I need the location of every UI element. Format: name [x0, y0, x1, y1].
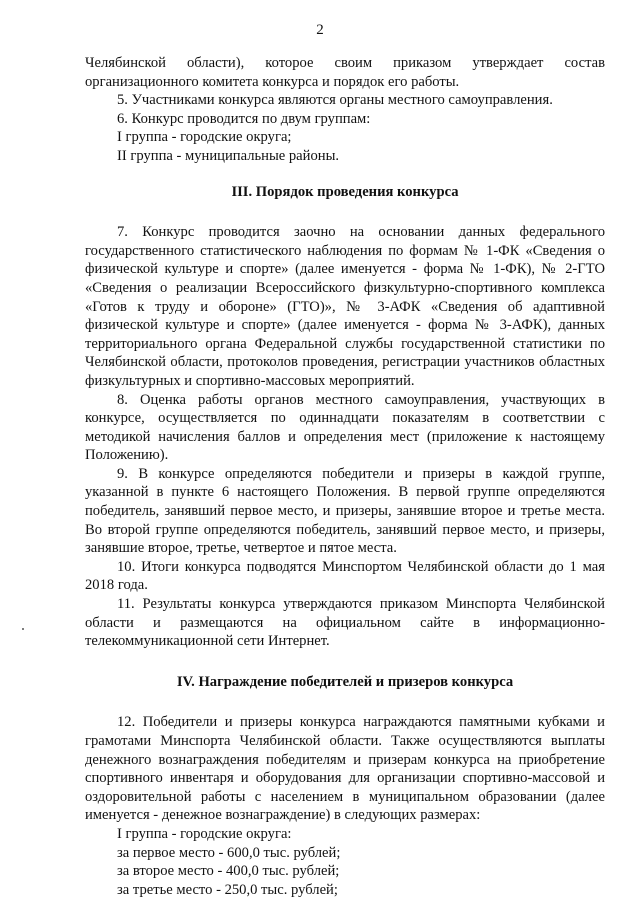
- award-group-1-label: I группа - городские округа:: [117, 825, 292, 842]
- document-body: [85, 54, 605, 899]
- paragraph-9: 9. В конкурсе определяются победители и призеры в каждой группе, указанной в пункте 6 настоящего Положения. В первой группе определяются победитель, занявший первое место, и призеры, занявшие второе и третье места. Во второй группе определяются победитель, занявший первое место, и призеры, занявшие второе, третье, четвертое и пятое места.: [85, 465, 605, 557]
- section-3-heading: III. Порядок проведения конкурса: [231, 183, 459, 200]
- award-second-place: за второе место - 400,0 тыс. рублей;: [117, 863, 340, 880]
- award-third-place: за третье место - 250,0 тыс. рублей;: [117, 881, 338, 898]
- paragraph-11: 11. Результаты конкурса утверждаются приказом Минспорта Челябинской области и размещаются на официальном сайте в информационно-телекоммуникационной сети Интернет.: [85, 596, 605, 650]
- paragraph-10: 10. Итоги конкурса подводятся Минспортом Челябинской области до 1 мая 2018 года.: [85, 558, 605, 594]
- scan-dot-mark: [22, 628, 24, 630]
- paragraph-12: 12. Победители и призеры конкурса награждаются памятными кубками и грамотами Минспорта Челябинской области. Также осуществляются выплаты денежного вознаграждения победителям и призерам конкурса на приобретение спортивного инвентаря и оборудования для организации спортивно-массовой и оздоровительной работы с населением в муниципальном образовании (далее именуется - денежное вознаграждение) в следующих размерах:: [85, 714, 605, 824]
- paragraph-continuation: Челябинской области), которое своим приказом утверждает состав организационного комитета конкурса и порядок его работы.: [85, 55, 605, 90]
- section-4-heading: IV. Награждение победителей и призеров конкурса: [176, 673, 514, 690]
- paragraph-6: 6. Конкурс проводится по двум группам:: [117, 110, 371, 127]
- award-first-place: за первое место - 600,0 тыс. рублей;: [117, 844, 341, 861]
- paragraph-7: 7. Конкурс проводится заочно на основании данных федерального государственного статистического наблюдения по формам № 1-ФК «Сведения о физической культуре и спорте» (далее именуется - форма № 1-ФК), № 2-ГТО «Сведения о реализации Всероссийского физкультурно-спортивного комплекса «Готов к труду и обороне» (ГТО)», № 3-АФК «Сведения об адаптивной физической культуре и спорте» (далее именуется - форма № 3-АФК), данных территориального органа Федеральной службы государственной статистики по Челябинской области, протоколов проведения, регистрации участников областных физкультурных и спортивно-массовых мероприятий.: [85, 224, 605, 389]
- page-number: 2: [316, 22, 324, 38]
- paragraph-5: 5. Участниками конкурса являются органы местного самоуправления.: [117, 92, 553, 109]
- paragraph-8: 8. Оценка работы органов местного самоуправления, участвующих в конкурсе, осуществляется по одиннадцати показателям в соответствии с методикой начисления баллов и определения мест (приложение к настоящему Положению).: [85, 391, 605, 464]
- group-2-item: II группа - муниципальные районы.: [117, 147, 340, 164]
- group-1-item: I группа - городские округа;: [117, 129, 292, 146]
